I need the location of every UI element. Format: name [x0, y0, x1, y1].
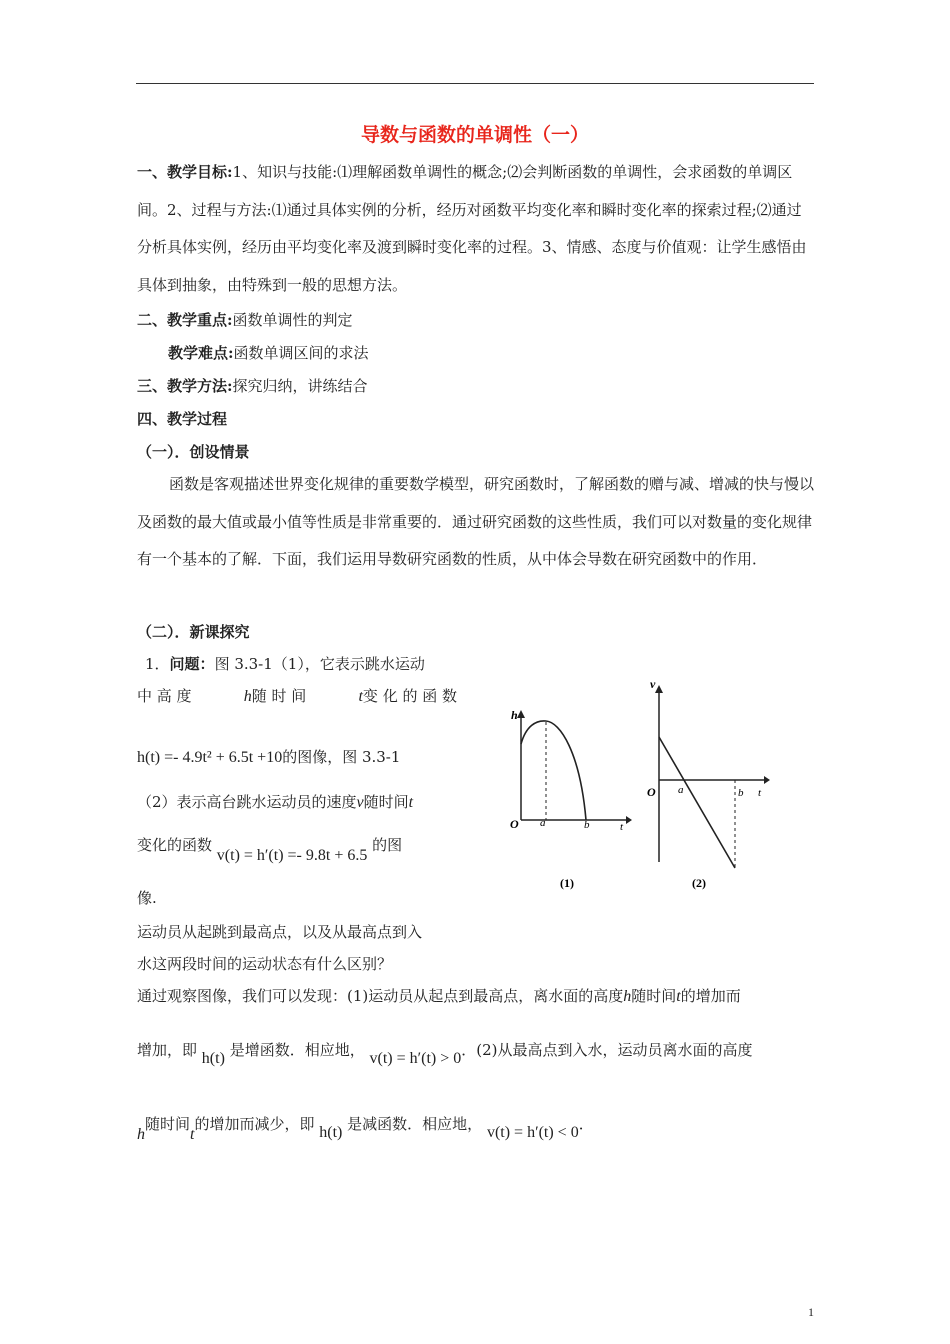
graph1-t-arrow — [626, 816, 632, 824]
graph2-line — [659, 737, 735, 868]
page-title: 导数与函数的单调性（一） — [360, 124, 589, 146]
problem-text-2a: 中 高 度 — [137, 687, 192, 705]
var-t-2: t — [408, 794, 414, 811]
graph2-origin-label: O — [647, 785, 656, 799]
observation-text-1a: 通过观察图像，我们可以发现：(1)运动员从起点到最高点，离水面的高度 — [137, 987, 624, 1005]
observation-text-2a: 增加，即 — [137, 1041, 198, 1059]
problem-text-1: 图 3.3-1（1），它表示跳水运动 — [214, 655, 425, 673]
graph2-caption: (2) — [692, 876, 706, 890]
var-h-3: h — [137, 1126, 145, 1143]
graph2-t-arrow — [764, 776, 770, 784]
observation-text-3d: ． — [578, 1115, 594, 1133]
graph2-t-label: t — [758, 787, 762, 799]
method-text: 探究归纳，讲练结合 — [232, 377, 368, 395]
graph-2 — [647, 677, 770, 890]
problem-line-1 — [145, 653, 425, 674]
problem-text-4a: （2）表示高台跳水运动员的速度 — [137, 793, 357, 811]
graph2-v-label: v — [650, 677, 656, 691]
problem-text-3: 的图像，图 3.3-1 — [282, 748, 401, 766]
formula-ht: h(t) — [201, 1050, 225, 1067]
graph1-caption: (1) — [560, 876, 574, 890]
var-v: v — [356, 794, 364, 811]
problem-text-2b: 随 时 间 — [251, 687, 307, 705]
graph1-curve-main — [521, 721, 586, 820]
objectives-label: 一、教学目标: — [137, 163, 233, 181]
key-point-line — [137, 309, 353, 330]
observation-text-3c: 是减函数．相应地， — [347, 1115, 483, 1133]
problem-line-4 — [137, 791, 413, 812]
problem-text-5b: 的图 — [372, 836, 403, 854]
problem-text-4b: 随时间 — [363, 793, 409, 811]
key-point-text: 函数单调性的判定 — [232, 311, 353, 329]
var-h-2: h — [623, 988, 632, 1005]
problem-number: 1． — [145, 655, 170, 673]
section2-heading: （二）．新课探究 — [137, 623, 250, 641]
method-line — [137, 375, 368, 396]
observation-text-1c: 的增加而 — [680, 987, 741, 1005]
var-t-4: t — [190, 1126, 195, 1143]
formula-h: h(t) =- 4.9t² + 6.5t +10 — [137, 749, 283, 766]
objectives-paragraph — [137, 154, 815, 304]
graph1-b-label: b — [584, 819, 590, 831]
formula-v: v(t) = h′(t) =- 9.8t + 6.5 — [216, 847, 368, 864]
difficulty-label: 教学难点: — [168, 344, 234, 362]
var-t: t — [358, 688, 363, 705]
difficulty-text: 函数单调区间的求法 — [233, 344, 369, 362]
graph1-h-label: h — [511, 708, 518, 722]
graph-1 — [510, 708, 632, 890]
problem-text-2c: 变 化 的 函 数 — [362, 687, 457, 705]
key-point-label: 二、教学重点: — [137, 311, 233, 329]
graph2-b-label: b — [738, 787, 744, 799]
formula-ht-2: h(t) — [319, 1124, 343, 1141]
observation-line-1 — [137, 985, 741, 1006]
graph1-t-label: t — [620, 821, 624, 833]
problem-line-5 — [137, 834, 403, 864]
graph1-h-arrow — [517, 710, 525, 718]
var-h: h — [243, 688, 252, 705]
page-number: 1 — [808, 1305, 814, 1319]
method-label: 三、教学方法: — [137, 377, 233, 395]
question-line-2: 水这两段时间的运动状态有什么区别？ — [137, 955, 393, 973]
observation-text-3a: 随时间 — [145, 1115, 191, 1133]
question-line-1: 运动员从起跳到最高点，以及从最高点到入 — [137, 923, 423, 941]
objectives-text: 1、知识与技能:⑴理解函数单调性的概念;⑵会判断函数的单调性，会求函数的单调区间。2、过程与方法:⑴通过具体实例的分析，经历对函数平均变化率和瞬时变化率的探索过程;⑵通过分析具体实例，经历由平均变化率及渡到瞬时变化率的过程。3、情感、态度与价值观：让学生感悟由具体到抽象，由特殊到一般的思想方法。 — [137, 163, 807, 294]
graph1-origin-label: O — [510, 817, 519, 831]
observation-text-2b: 是增函数．相应地， — [229, 1041, 365, 1059]
graph1-a-label: a — [540, 817, 546, 829]
observation-text-3b: 的增加而减少，即 — [194, 1115, 315, 1133]
observation-text-2c: ．(2)从最高点到入水，运动员离水面的高度 — [461, 1041, 753, 1059]
formula-negative: v(t) = h′(t) < 0 — [486, 1124, 579, 1141]
process-heading: 四、教学过程 — [137, 410, 228, 428]
difficulty-line — [168, 342, 369, 363]
problem-text-5a: 变化的函数 — [137, 836, 213, 854]
observation-line-2 — [137, 1039, 753, 1067]
section1-heading: （一）．创设情景 — [137, 443, 250, 461]
graph2-v-arrow — [655, 685, 663, 693]
problem-line-3 — [137, 746, 400, 767]
problem-label: 问题： — [169, 655, 215, 673]
problem-line-2 — [137, 685, 457, 706]
header-rule — [136, 83, 814, 84]
observation-text-1b: 随时间 — [631, 987, 677, 1005]
graph2-a-label: a — [678, 784, 684, 796]
var-t-3: t — [676, 988, 681, 1005]
section1-paragraph: 函数是客观描述世界变化规律的重要数学模型，研究函数时，了解函数的赠与减、增减的快与慢以及函数的最大值或最小值等性质是非常重要的．通过研究函数的这些性质，我们可以对数量的变化规律有一个基本的了解．下面，我们运用导数研究函数的性质，从中体会导数在研究函数中的作用． — [137, 475, 815, 568]
observation-line-3 — [137, 1113, 594, 1143]
formula-positive: v(t) = h′(t) > 0 — [369, 1050, 462, 1067]
problem-line-6: 像. — [137, 889, 157, 907]
figure-graphs — [500, 662, 780, 902]
